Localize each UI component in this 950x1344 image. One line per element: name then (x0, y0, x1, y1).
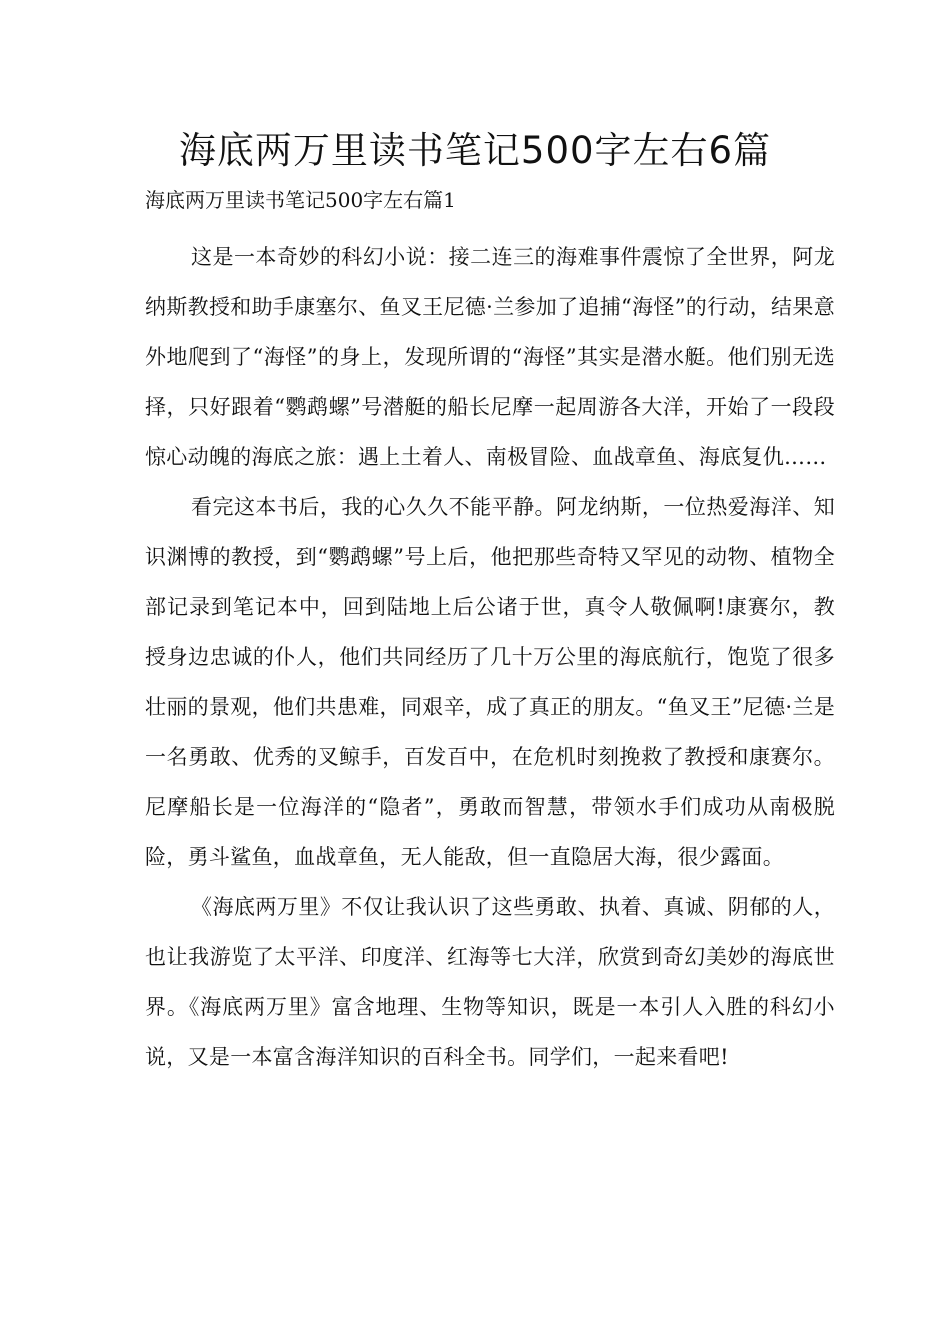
paragraph-2: 看完这本书后，我的心久久不能平静。阿龙纳斯，一位热爱海洋、知识渊博的教授，到“鹦鹉螺”号上后，他把那些奇特又罕见的动物、植物全部记录到笔记本中，回到陆地上后公诸于世，真令人敬佩啊!康赛尔，教授身边忠诚的仆人，他们共同经历了几十万公里的海底航行，饱览了很多壮丽的景观，他们共患难，同艰辛，成了真正的朋友。“鱼叉王”尼德·兰是一名勇敢、优秀的叉鲸手，百发百中，在危机时刻挽救了教授和康赛尔。尼摩船长是一位海洋的“隐者”，勇敢而智慧，带领水手们成功从南极脱险，勇斗鲨鱼，血战章鱼，无人能敌，但一直隐居大海，很少露面。 (145, 495, 835, 869)
document-title: 海底两万里读书笔记500字左右6篇 (178, 129, 772, 172)
section-heading: 海底两万里读书笔记500字左右篇1 (145, 188, 456, 212)
paragraph-1: 这是一本奇妙的科幻小说：接二连三的海难事件震惊了全世界，阿龙纳斯教授和助手康塞尔、鱼叉王尼德·兰参加了追捕“海怪”的行动，结果意外地爬到了“海怪”的身上，发现所谓的“海怪”其实是潜水艇。他们别无选择，只好跟着“鹦鹉螺”号潜艇的船长尼摩一起周游各大洋，开始了一段段惊心动魄的海底之旅：遇上土着人、南极冒险、血战章鱼、海底复仇…… (145, 245, 835, 469)
paragraph-3: 《海底两万里》不仅让我认识了这些勇敢、执着、真诚、阴郁的人，也让我游览了太平洋、印度洋、红海等七大洋，欣赏到奇幻美妙的海底世界。《海底两万里》富含地理、生物等知识，既是一本引人入胜的科幻小说，又是一本富含海洋知识的百科全书。同学们，一起来看吧! (145, 895, 835, 1069)
article-body (145, 232, 835, 1082)
